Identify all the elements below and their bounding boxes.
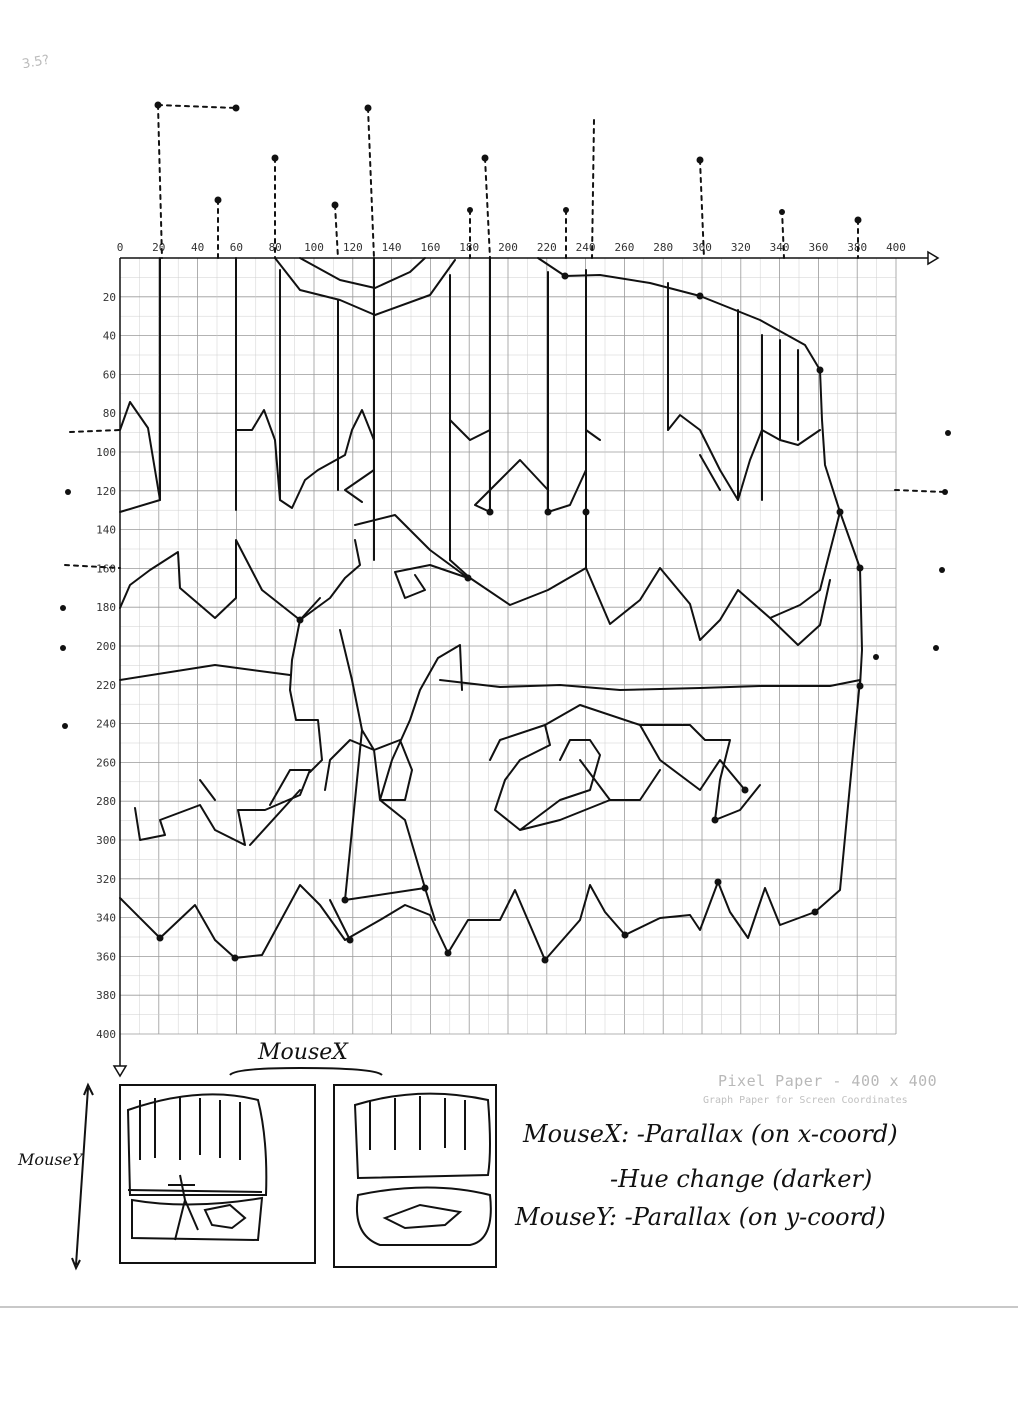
- x-tick-label: 80: [268, 241, 282, 254]
- y-tick-label: 40: [102, 329, 116, 343]
- y-tick-label: 60: [102, 368, 116, 382]
- x-tick-label: 200: [498, 241, 518, 254]
- y-tick-label: 140: [96, 523, 116, 537]
- y-tick-label: 380: [96, 989, 116, 1003]
- branding-title: Pixel Paper - 400 x 400: [718, 1072, 938, 1090]
- x-tick-label: 140: [381, 241, 402, 254]
- x-tick-label: 20: [152, 241, 166, 254]
- y-tick-label: 200: [96, 640, 116, 653]
- y-tick-label: 80: [102, 407, 116, 421]
- paper-edge: [0, 1306, 1018, 1308]
- ground-line: [120, 665, 860, 690]
- y-tick-label: 240: [96, 717, 116, 731]
- x-tick-label: 300: [692, 241, 712, 254]
- y-tick-label: 120: [96, 484, 116, 498]
- corner-note: 3.5?: [20, 52, 51, 73]
- x-tick-label: 60: [229, 241, 244, 254]
- foreground-zigzag: [120, 680, 860, 960]
- x-tick-label: 100: [304, 241, 324, 254]
- x-tick-label: 0: [116, 241, 124, 254]
- note-mouse-x-parallax: MouseX: -Parallax (on x-coord): [523, 1120, 898, 1148]
- y-tick-label: 300: [96, 834, 116, 847]
- sketch-points: [60, 102, 951, 964]
- frame-2-fish: [385, 1205, 460, 1228]
- y-tick-label: 340: [96, 911, 116, 925]
- y-tick-label: 180: [96, 601, 116, 615]
- note-mouse-x-hue: -Hue change (darker): [610, 1165, 873, 1193]
- x-tick-label: 120: [342, 241, 363, 254]
- x-tick-label: 180: [459, 241, 480, 254]
- x-tick-label: 400: [886, 241, 906, 254]
- x-tick-label: 40: [190, 241, 205, 254]
- frame-2-pond: [357, 1188, 491, 1246]
- frame-2-canopy: [355, 1094, 490, 1178]
- y-tick-label: 260: [96, 756, 116, 770]
- foliage-band: [120, 402, 820, 512]
- x-tick-label: 220: [536, 241, 557, 254]
- canopy-curve-2: [300, 258, 425, 288]
- frame-1-trees: [140, 1096, 240, 1160]
- mouse-x-bracket: [230, 1068, 382, 1075]
- x-tick-label: 380: [847, 241, 868, 254]
- y-tick-label: 160: [96, 562, 116, 576]
- storyboard-frame-1: [120, 1085, 315, 1263]
- mouse-y-label: MouseY: [18, 1150, 83, 1169]
- x-tick-label: 260: [614, 241, 635, 254]
- x-tick-label: 340: [769, 241, 790, 254]
- note-mouse-y-parallax: MouseY: -Parallax (on y-coord): [515, 1203, 886, 1231]
- x-tick-labels: [117, 241, 906, 254]
- y-tick-label: 360: [96, 950, 116, 964]
- y-tick-label: 320: [96, 872, 116, 886]
- x-tick-label: 240: [575, 241, 596, 254]
- branding-subtitle: Graph Paper for Screen Coordinates: [703, 1095, 908, 1106]
- x-tick-label: 280: [653, 241, 674, 254]
- frame-1-character: [168, 1175, 198, 1240]
- mouse-y-arrow: [72, 1085, 93, 1268]
- frame-1-creature: [205, 1205, 245, 1228]
- x-tick-label: 320: [730, 241, 751, 254]
- sketch-lines: [65, 105, 945, 960]
- dashed-guide: [65, 105, 945, 568]
- frame-2-trees: [370, 1096, 465, 1150]
- y-tick-labels: [96, 291, 116, 1041]
- y-tick-label: 100: [96, 446, 116, 459]
- y-tick-label: 220: [96, 678, 116, 692]
- mouse-x-label: MouseX: [258, 1040, 348, 1065]
- frame-1-canopy: [128, 1094, 266, 1195]
- y-tick-label: 400: [96, 1028, 116, 1041]
- x-tick-label: 160: [420, 241, 441, 254]
- x-tick-label: 360: [808, 241, 829, 254]
- treeline-mid: [120, 512, 840, 645]
- character-figure: [290, 515, 468, 900]
- y-tick-label: 20: [102, 290, 116, 304]
- storyboard-sketches: [72, 1068, 496, 1268]
- y-tick-label: 280: [96, 795, 116, 809]
